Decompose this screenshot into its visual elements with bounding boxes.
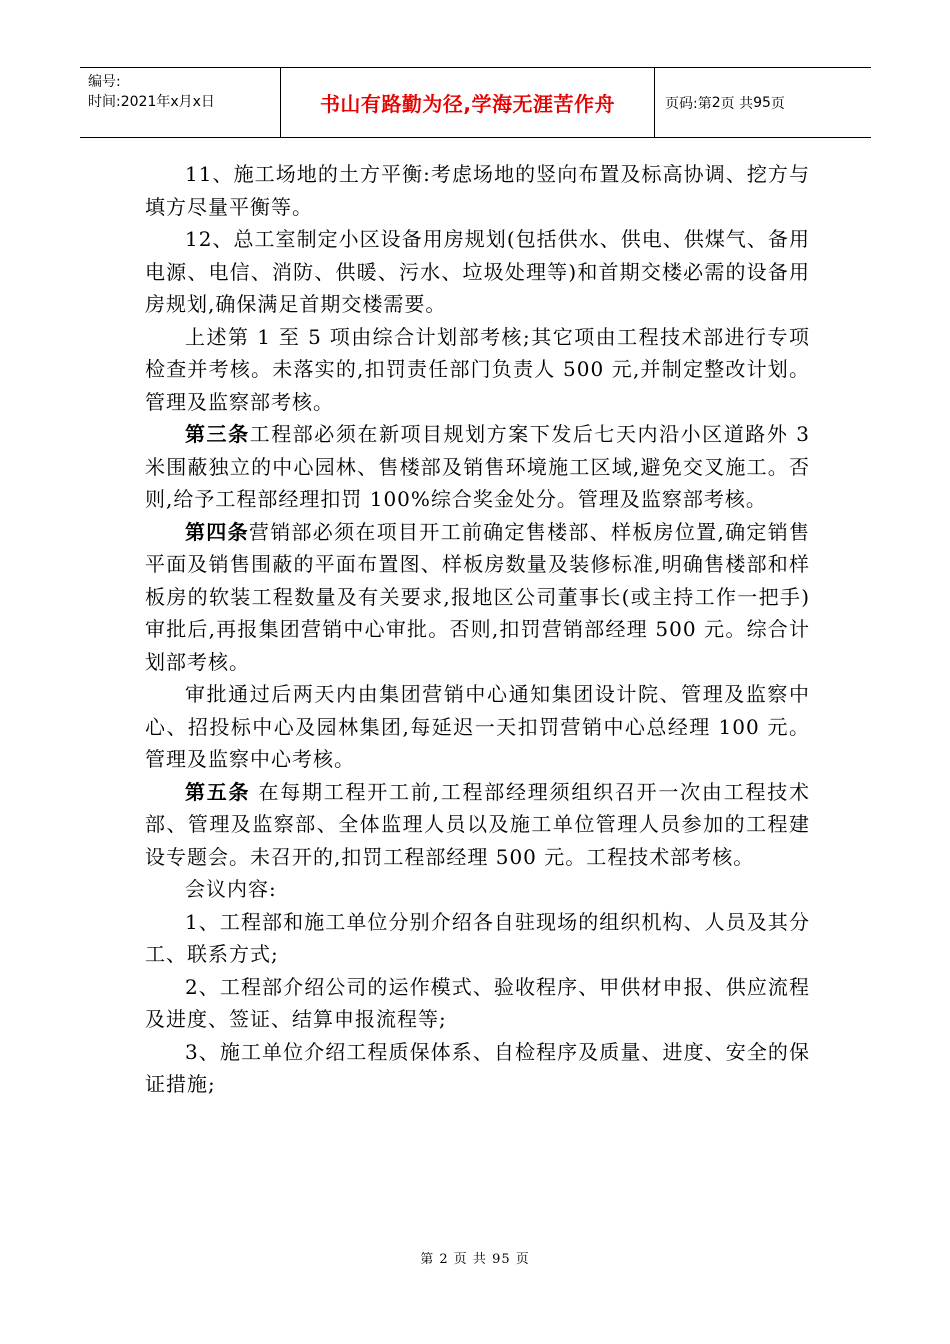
paragraph-text: 在每期工程开工前,工程部经理须组织召开一次由工程技术部、管理及监察部、全体监理人员以及施工单位管理人员参加的工程建设专题会。未召开的,扣罚工程部经理 500 元。工程技术部考核。	[145, 779, 811, 869]
paragraph-meeting-item-2	[145, 971, 810, 1036]
paragraph-article-4	[145, 516, 810, 679]
header-page-prefix: 页码:第	[665, 95, 712, 112]
paragraph-text: 工程部必须在新项目规划方案下发后七天内沿小区道路外 3 米围蔽独立的中心园林、售楼部及销售环境施工区域,避免交叉施工。否则,给予工程部经理扣罚 100%综合奖金处分。管理及监察部考核。	[145, 422, 810, 511]
footer-mid: 页 共	[453, 1252, 487, 1267]
paragraph-text: 营销部必须在项目开工前确定售楼部、样板房位置,确定销售平面及销售围蔽的平面布置图、样板房数量及装修标准,明确售楼部和样板房的软装工程数量及有关要求,报地区公司董事长(或主持工作一把手)审批后,再报集团营销中心审批。否则,扣罚营销部经理 500 元。综合计划部考核。	[145, 519, 811, 674]
header-page-number: 2	[711, 94, 721, 111]
page-footer	[0, 1248, 950, 1267]
paragraph-clause-11	[145, 158, 810, 223]
paragraph-text: 11、施工场地的土方平衡:考虑场地的竖向布置及标高协调、挖方与填方尽量平衡等。	[145, 162, 810, 219]
paragraph-text: 12、总工室制定小区设备用房规划(包括供水、供电、供煤气、备用电源、电信、消防、供暖、污水、垃圾处理等)和首期交楼必需的设备用房规划,确保满足首期交楼需要。	[145, 227, 810, 316]
header-page-total: 95	[753, 94, 771, 111]
footer-page-number: 2	[439, 1252, 449, 1267]
paragraph-meeting-item-3	[145, 1036, 810, 1101]
paragraph-assessment-note	[145, 321, 810, 419]
paragraph-text: 会议内容:	[185, 877, 277, 901]
paragraph-text: 审批通过后两天内由集团营销中心通知集团设计院、管理及监察中心、招投标中心及园林集团,每延迟一天扣罚营销中心总经理 100 元。管理及监察中心考核。	[145, 682, 810, 771]
header-page-suffix: 页	[770, 95, 785, 112]
footer-suffix: 页	[515, 1252, 530, 1267]
footer-page-total: 95	[492, 1252, 511, 1267]
paragraph-text: 1、工程部和施工单位分别介绍各自驻现场的组织机构、人员及其分工、联系方式;	[145, 909, 810, 966]
paragraph-meeting-content	[145, 873, 810, 906]
paragraph-approval-note	[145, 678, 810, 776]
article-heading: 第五条	[185, 779, 251, 804]
header-meta-cell	[80, 68, 281, 137]
article-heading: 第四条	[185, 519, 249, 544]
paragraph-text: 上述第 1 至 5 项由综合计划部考核;其它项由工程技术部进行专项检查并考核。未落实的,扣罚责任部门负责人 500 元,并制定整改计划。管理及监察部考核。	[145, 324, 810, 414]
paragraph-meeting-item-1	[145, 906, 810, 971]
header-page-indicator	[655, 68, 871, 137]
page-header	[80, 67, 871, 138]
document-code-label: 编号:	[88, 74, 121, 90]
paragraph-clause-12	[145, 223, 810, 321]
paragraph-text: 3、施工单位介绍工程质保体系、自检程序及质量、进度、安全的保证措施;	[145, 1039, 810, 1096]
paragraph-text: 2、工程部介绍公司的运作模式、验收程序、甲供材申报、供应流程及进度、签证、结算申报流程等;	[145, 974, 810, 1031]
header-page-mid: 页 共	[720, 95, 754, 112]
paragraph-article-5	[145, 776, 810, 874]
document-time-label: 时间:2021年x月x日	[88, 94, 215, 110]
paragraph-article-3	[145, 418, 810, 516]
article-heading: 第三条	[185, 422, 250, 446]
header-motto: 书山有路勤为径,学海无涯苦作舟	[281, 68, 655, 137]
footer-prefix: 第	[420, 1252, 435, 1267]
document-body	[145, 158, 810, 1101]
